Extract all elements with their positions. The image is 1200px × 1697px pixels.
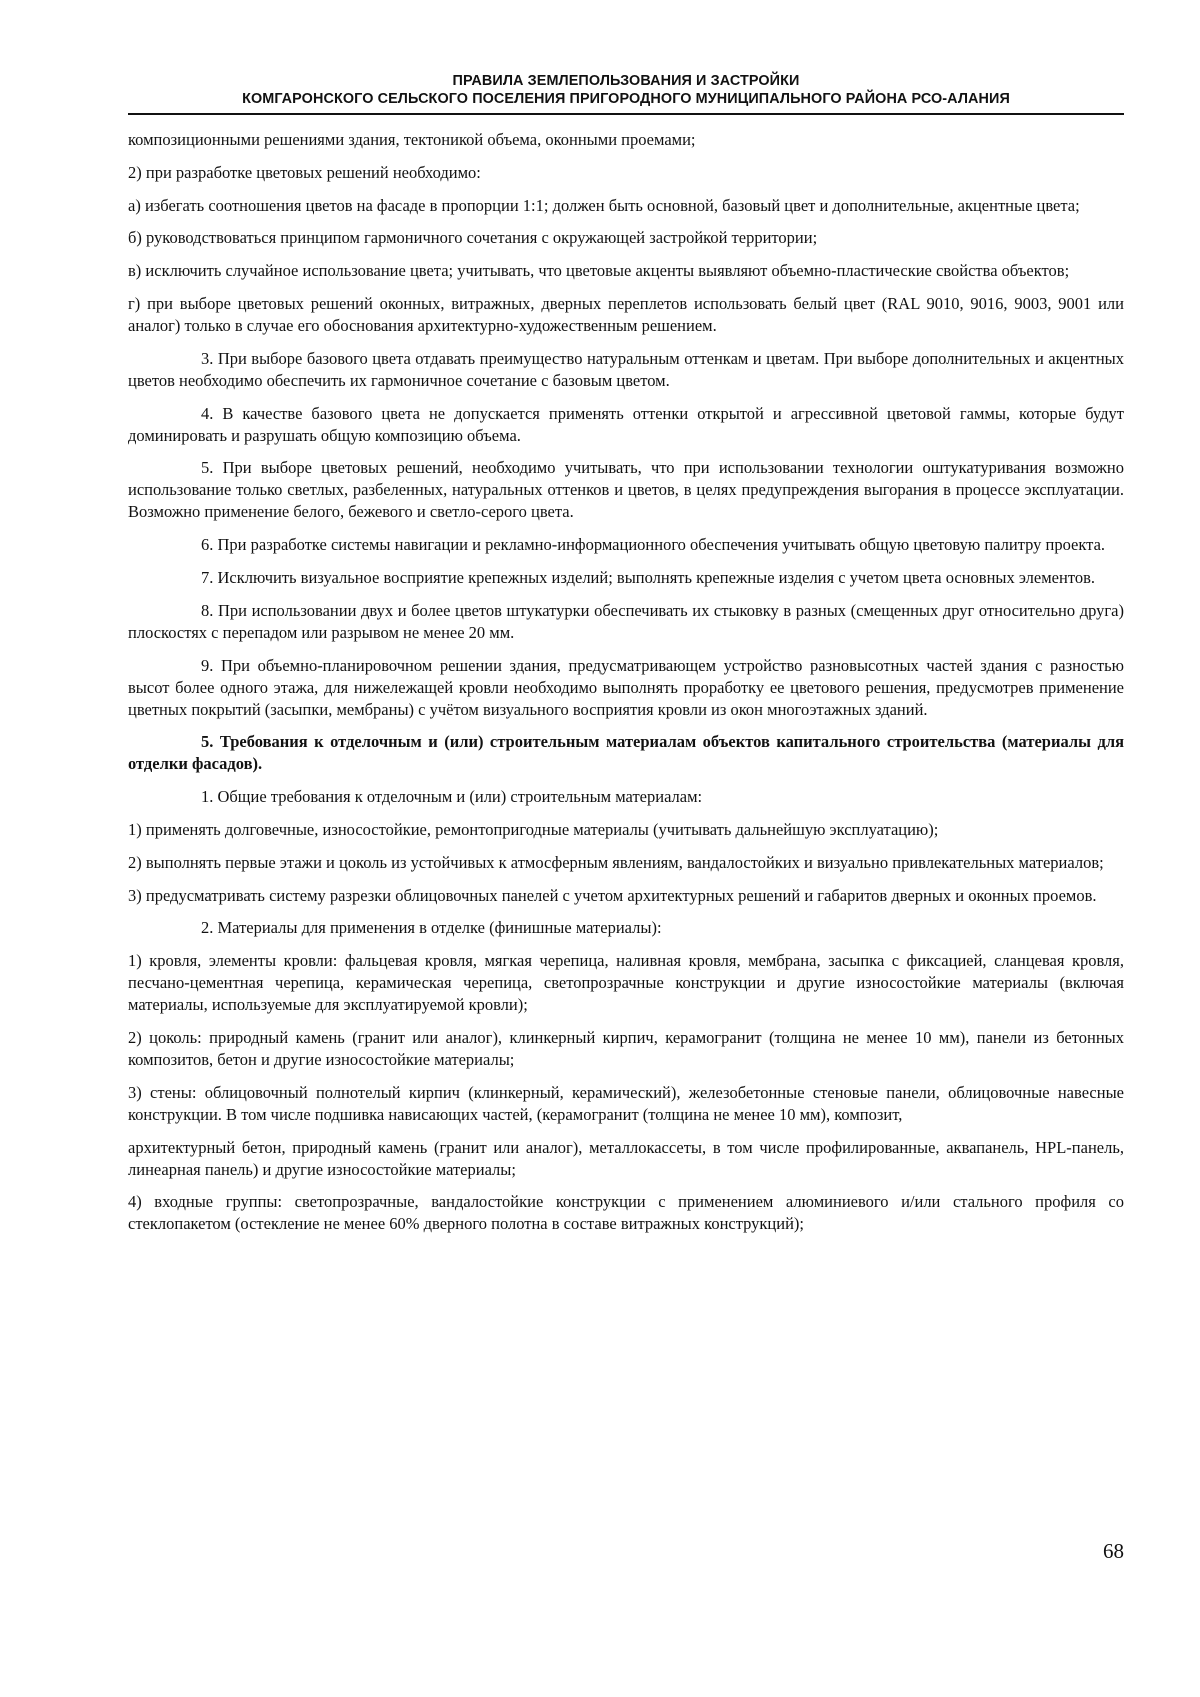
paragraph: 5. При выборе цветовых решений, необходимо учитывать, что при использовании технологии оштукатуривания возможно использование только светлых, разбеленных, натуральных оттенков и цветов, в целях предупреждения выгорания в процессе эксплуатации. Возможно применение белого, бежевого и светло-серого цвета. — [128, 458, 1124, 522]
paragraph: 4) входные группы: светопрозрачные, вандалостойкие конструкции с применением алюминиевого и/или стального профиля со стеклопакетом (остекление не менее 60% дверного полотна в составе витражных конструкций); — [128, 1192, 1124, 1234]
paragraph: 2) выполнять первые этажи и цоколь из устойчивых к атмосферным явлениям, вандалостойких и визуально привлекательных материалов; — [128, 852, 1104, 872]
page-header — [128, 72, 1124, 115]
paragraph: 2. Материалы для применения в отделке (финишные материалы): — [201, 918, 662, 938]
paragraph: 2) при разработке цветовых решений необходимо: — [128, 162, 481, 182]
paragraph: 8. При использовании двух и более цветов штукатурки обеспечивать их стыковку в разных (смещенных друг относительно друга) плоскостях с перепадом или разрывом не менее 20 мм. — [128, 600, 1124, 642]
paragraph: 3. При выборе базового цвета отдавать преимущество натуральным оттенкам и цветам. При выборе дополнительных и акцентных цветов необходимо обеспечить их гармоничное сочетание с базовым цветом. — [128, 348, 1124, 390]
paragraph: 4. В качестве базового цвета не допускается применять оттенки открытой и агрессивной цветовой гаммы, которые будут доминировать и разрушать общую композицию объема. — [128, 403, 1124, 445]
paragraph: 7. Исключить визуальное восприятие крепежных изделий; выполнять крепежные изделия с учетом цвета основных элементов. — [201, 567, 1095, 587]
paragraph: 3) стены: облицовочный полнотелый кирпич (клинкерный, керамический), железобетонные стеновые панели, облицовочные навесные конструкции. В том числе подшивка нависающих частей, (керамогранит (толщина не менее 10 мм), композит, — [128, 1082, 1124, 1124]
document-body — [128, 129, 1124, 1246]
paragraph: 1. Общие требования к отделочным и (или) строительным материалам: — [201, 787, 703, 807]
header-subtitle: КОМГАРОНСКОГО СЕЛЬСКОГО ПОСЕЛЕНИЯ ПРИГОРОДНОГО МУНИЦИПАЛЬНОГО РАЙОНА РСО-АЛАНИЯ — [242, 91, 1010, 107]
paragraph: 1) применять долговечные, износостойкие, ремонтопригодные материалы (учитывать дальнейшую эксплуатацию); — [128, 819, 939, 839]
section-heading: 5. Требования к отделочным и (или) строительным материалам объектов капитального строительства (материалы для отделки фасадов). — [128, 732, 1124, 774]
header-title: ПРАВИЛА ЗЕМЛЕПОЛЬЗОВАНИЯ И ЗАСТРОЙКИ — [452, 73, 800, 89]
paragraph: г) при выборе цветовых решений оконных, витражных, дверных переплетов использовать белый цвет (RAL 9010, 9016, 9003, 9001 или аналог) только в случае его обоснования архитектурно-художественным решением. — [128, 293, 1124, 335]
paragraph: 3) предусматривать систему разрезки облицовочных панелей с учетом архитектурных решений и габаритов дверных и оконных проемов. — [128, 885, 1097, 905]
paragraph: 9. При объемно-планировочном решении здания, предусматривающем устройство разновысотных частей здания с разностью высот более одного этажа, для нижележащей кровли необходимо выполнять проработку ее цветового решения, предусмотрев применение цветных покрытий (засыпки, мембраны) с учётом визуального восприятия кровли из окон многоэтажных зданий. — [128, 655, 1124, 719]
paragraph: 6. При разработке системы навигации и рекламно-информационного обеспечения учитывать общую цветовую палитру проекта. — [201, 535, 1106, 555]
paragraph: 1) кровля, элементы кровли: фальцевая кровля, мягкая черепица, наливная кровля, мембрана, засыпка с фиксацией, сланцевая кровля, песчано-цементная черепица, керамическая черепица, светопрозрачные конструкции и другие износостойкие материалы (включая материалы, используемые для эксплуатируемой кровли); — [128, 951, 1124, 1015]
paragraph: б) руководствоваться принципом гармоничного сочетания с окружающей застройкой территории; — [128, 228, 818, 248]
paragraph: архитектурный бетон, природный камень (гранит или аналог), металлокассеты, в том числе профилированные, аквапанель, HPL-панель, линеарная панель) и другие износостойкие материалы; — [128, 1137, 1124, 1179]
paragraph: в) исключить случайное использование цвета; учитывать, что цветовые акценты выявляют объемно-пластические свойства объектов; — [128, 261, 1070, 281]
page-number: 68 — [1103, 1539, 1124, 1563]
paragraph: а) избегать соотношения цветов на фасаде в пропорции 1:1; должен быть основной, базовый цвет и дополнительные, акцентные цвета; — [128, 195, 1080, 215]
paragraph: композиционными решениями здания, тектоникой объема, оконными проемами; — [128, 130, 696, 149]
paragraph: 2) цоколь: природный камень (гранит или аналог), клинкерный кирпич, керамогранит (толщина не менее 10 мм), панели из бетонных композитов, бетон и другие износостойкие материалы; — [128, 1027, 1124, 1069]
